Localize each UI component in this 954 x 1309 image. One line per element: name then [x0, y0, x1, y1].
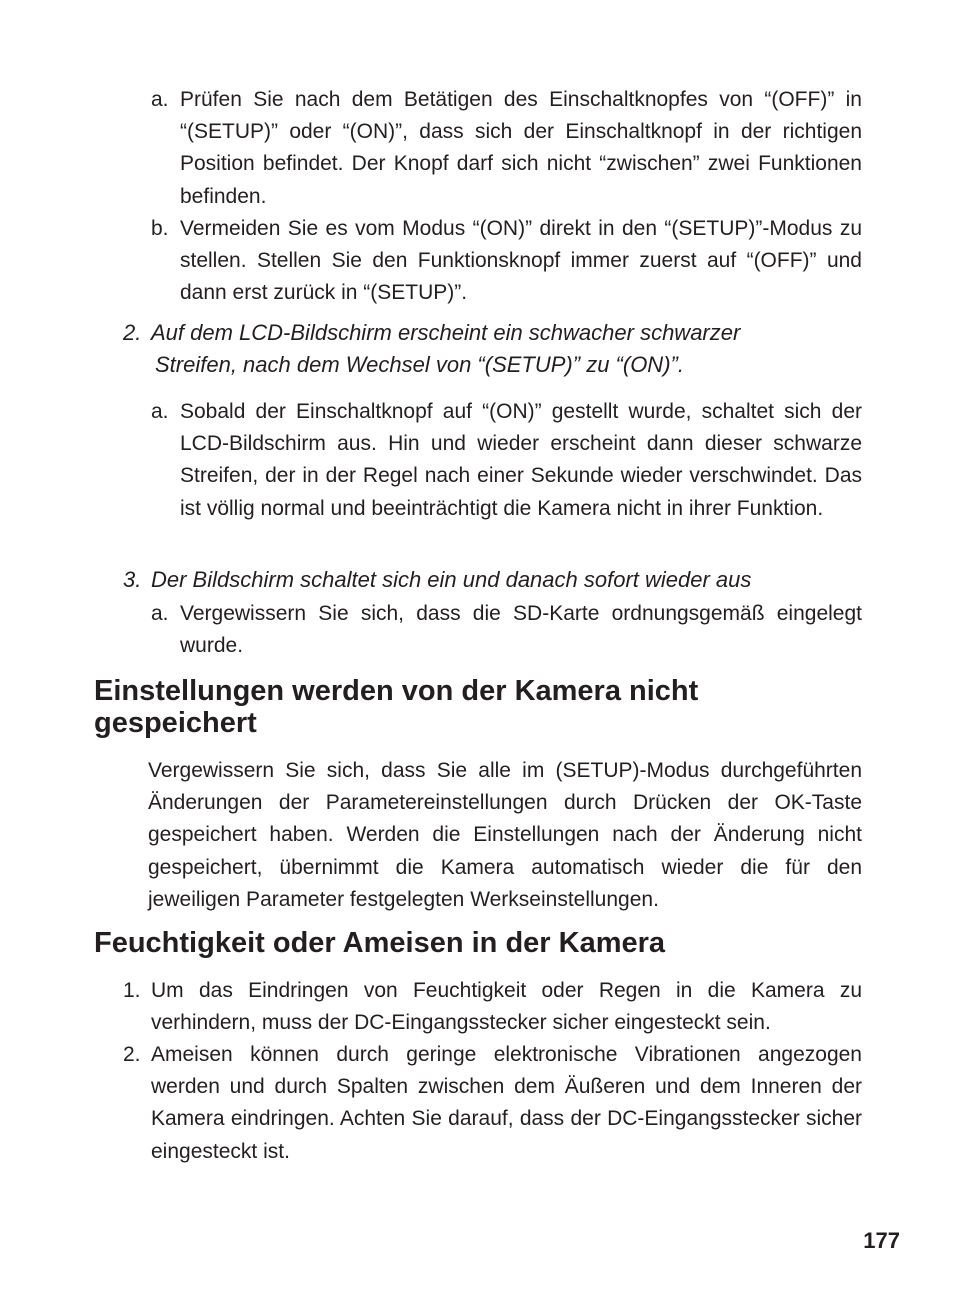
list-item-text: Um das Eindringen von Feuchtigkeit oder Regen in die Kamera zu verhindern, muss der DC-Eingangsstecker sicher eingesteckt sein. [151, 979, 862, 1035]
problem-line: Streifen, nach dem Wechsel von “(SETUP)” zu “(ON)”. [155, 352, 684, 377]
list-item [123, 1039, 862, 1168]
list-item-text: Sobald der Einschaltknopf auf “(ON)” gestellt wurde, schaltet sich der LCD-Bildschirm aus. Hin und wieder erscheint dann dieser schwarze Streifen, der in der Regel nach einer Sekunde wieder verschwindet. Das ist völlig normal und beeinträchtigt die Kamera nicht in ihrer Funktion. [180, 400, 862, 520]
problem-heading [123, 317, 843, 381]
problem-heading [123, 564, 843, 596]
section-heading: Feuchtigkeit oder Ameisen in der Kamera [94, 927, 666, 959]
list-marker: a. [151, 602, 169, 625]
section-heading [94, 675, 874, 739]
list-item [151, 396, 862, 525]
list-item [151, 84, 862, 213]
problem-line: Auf dem LCD-Bildschirm erscheint ein schwacher schwarzer [151, 320, 741, 345]
list-marker: a. [151, 88, 169, 111]
problem-number: 3. [123, 567, 142, 592]
list-marker: a. [151, 400, 169, 423]
list-item-text: Vergewissern Sie sich, dass die SD-Karte ordnungsgemäß eingelegt wurde. [180, 602, 862, 658]
list-marker: b. [151, 217, 169, 240]
list-item-text: Prüfen Sie nach dem Betätigen des Einschaltknopfes von “(OFF)” in “(SETUP)” oder “(ON)”, dass sich der Einschaltknopf in der richtigen Position befindet. Der Knopf darf sich nicht “zwischen” zwei Funktionen befinden. [180, 88, 862, 208]
list-item-text: Vermeiden Sie es vom Modus “(ON)” direkt in den “(SETUP)”-Modus zu stellen. Stellen Sie den Funktionsknopf immer zuerst auf “(OFF)” und dann erst zurück in “(SETUP)”. [180, 217, 862, 305]
list-marker: 1. [123, 979, 141, 1002]
problem-number: 2. [123, 320, 142, 345]
list-item [151, 213, 862, 310]
list-marker: 2. [123, 1043, 141, 1066]
problem-line: Der Bildschirm schaltet sich ein und danach sofort wieder aus [151, 567, 752, 592]
page-number: 177 [863, 1228, 900, 1253]
list-item [151, 598, 862, 662]
section-paragraph: Vergewissern Sie sich, dass Sie alle im (SETUP)-Modus durchgeführten Änderungen der Parametereinstellungen durch Drücken der OK-Taste gespeichert haben. Werden die Einstellungen nach der Änderung nicht gespeichert, übernimmt die Kamera automatisch wieder die für den jeweiligen Parameter festgelegten Werkseinstellungen. [148, 759, 862, 911]
list-item [123, 975, 862, 1039]
heading-line: gespeichert [94, 707, 257, 739]
list-item-text: Ameisen können durch geringe elektronische Vibrationen angezogen werden und durch Spalten zwischen dem Äußeren und dem Inneren der Kamera eindringen. Achten Sie darauf, dass der DC-Eingangsstecker sicher eingesteckt ist. [151, 1043, 862, 1163]
heading-line: Einstellungen werden von der Kamera nicht [94, 675, 699, 707]
